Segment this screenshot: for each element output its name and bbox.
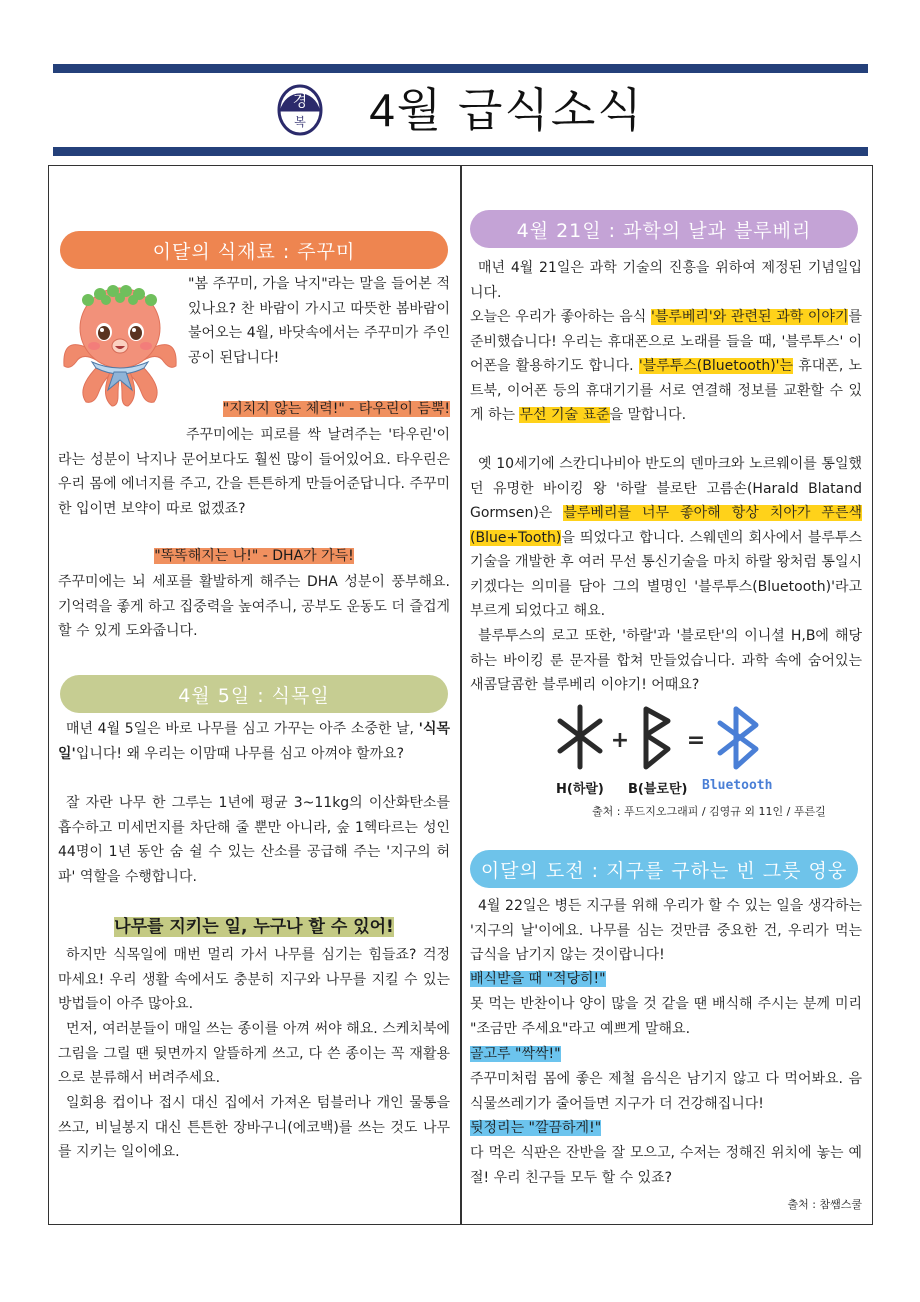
section-heading-arbor-day — [60, 675, 448, 713]
header-top-rule — [53, 64, 868, 73]
bluetooth-rune-figure — [550, 703, 790, 773]
arbor-paragraph-4: 먼저, 여러분들이 매일 쓰는 종이를 아껴 써야 해요. 스케치북에 그림을 그릴 땐 뒷면까지 알뜰하게 쓰고, 다 쓴 종이는 꼭 재활용으로 분류해서 버려주세요. — [58, 1021, 450, 1086]
arbor-subheading — [58, 916, 450, 938]
rune-b-icon — [646, 709, 668, 767]
highlight-text: 골고루 "싹싹!" — [470, 1046, 561, 1062]
highlight-text: 블루베리를 너무 좋아해 항상 치아가 푸른색 (Blue+Tooth) — [470, 505, 862, 546]
arbor-paragraph-5: 일회용 컵이나 접시 대신 집에서 가져온 텀블러나 개인 물통을 쓰고, 비닐봉지 대신 튼튼한 장바구니(에코백)를 쓰는 것도 나무를 지키는 일이에요. — [58, 1095, 450, 1160]
svg-text:=: = — [686, 728, 706, 753]
highlight-text: 나무를 지키는 일, 누구나 할 수 있어! — [114, 917, 394, 937]
ingredient-point2-body: 주꾸미에는 뇌 세포를 활발하게 해주는 DHA 성분이 풍부해요. 기억력을 좋게 하고 집중력을 높여주니, 공부도 운동도 더 즐겁게 할 수 있게 도와줍니다. — [58, 574, 450, 639]
highlight-text: '블루베리'와 관련된 과학 이야기 — [650, 309, 849, 325]
science-paragraph-4: 블루투스의 로고 또한, '하랄'과 '블로탄'의 이니셜 H,B에 해당하는 바이킹 룬 문자를 합쳐 만들었습니다. 과학 속에 숨어있는 새콤달콤한 블루베리 이야기! 어때요? — [470, 628, 862, 693]
challenge-tip-2-body: 주꾸미처럼 몸에 좋은 제철 음식은 남기지 않고 다 먹어봐요. 음식물쓰레기가 줄어들면 지구가 더 건강해집니다! — [470, 1071, 862, 1112]
octopus-mascot-image — [58, 278, 182, 408]
science-paragraph-2 — [470, 305, 862, 428]
bluetooth-logo-icon — [720, 709, 756, 767]
challenge-tip-3-title — [470, 1117, 862, 1139]
highlight-text: "똑똑해지는 나!" - DHA가 가득! — [154, 548, 354, 564]
challenge-intro: 4월 22일은 병든 지구를 위해 우리가 할 수 있는 일을 생각하는 '지구의 날'이에요. 나무를 심는 것만큼 중요한 건, 우리가 먹는 급식을 남기지 않는 것이랍니다! — [470, 898, 862, 963]
highlight-text: 무선 기술 표준 — [519, 407, 610, 423]
challenge-tip-3-body: 다 먹은 식판은 잔반을 잘 모으고, 수저는 정해진 위치에 놓는 예절! 우리 친구들 모두 할 수 있죠? — [470, 1145, 862, 1186]
text: 을 말합니다. — [609, 407, 687, 423]
section-heading-challenge — [470, 850, 858, 888]
challenge-source: 출처 : 참쌤스쿨 — [787, 1198, 862, 1211]
highlight-text: 뒷정리는 "깔끔하게!" — [470, 1120, 602, 1136]
text: 휴대폰, 노트북, 이어폰 등의 휴대기기를 서로 연결해 정보를 교환할 수 있게 하는 — [470, 358, 862, 423]
highlight-text: "지치지 않는 체력!" - 타우린이 듬뿍! — [222, 401, 450, 417]
svg-text:경: 경 — [292, 92, 308, 110]
text: 을 띄었다고 합니다. 스웨덴의 회사에서 블루투스 기술을 개발한 후 여러 무선 통신기술을 마치 하랄 왕처럼 통일시키겠다는 의미를 담아 그의 별명인 '블루투스(Bluetooth)'라고 부르게 되었다고 해요. — [470, 529, 862, 619]
arbor-paragraph-3: 하지만 식목일에 매번 멀리 가서 나무를 심기는 힘들죠? 걱정 마세요! 우리 생활 속에서도 충분히 지구와 나무를 지킬 수 있는 방법들이 아주 많아요. — [58, 947, 450, 1012]
ingredient-point1-title — [188, 398, 450, 420]
svg-text:복: 복 — [294, 115, 307, 129]
science-paragraph-1: 매년 4월 21일은 과학 기술의 진흥을 위하여 제정된 기념일입니다. — [470, 260, 862, 301]
ingredient-intro: "봄 주꾸미, 가을 낙지"라는 말을 들어본 적 있나요? 찬 바람이 가시고 따뜻한 봄바람이 불어오는 4월, 바닷속에서는 주꾸미가 주인공이 된답니다! — [188, 276, 450, 366]
rune-label-h: H(하랄) — [556, 782, 604, 797]
section-heading-text: 4월 5일 : 식목일 — [178, 684, 330, 707]
header — [53, 76, 868, 144]
text: 를 준비했습니다! 우리는 휴대폰으로 노래를 들을 때, '블루투스' 이어폰을 활용하기도 합니다. — [470, 309, 863, 374]
challenge-tip-1-title — [470, 968, 862, 990]
science-source: 출처 : 푸드지오그래피 / 김영규 외 11인 / 푸른길 — [592, 805, 826, 818]
highlight-text: '블루투스(Bluetooth)'는 — [638, 358, 794, 374]
svg-text:+: + — [610, 728, 630, 753]
text: 오늘은 우리가 좋아하는 음식 — [470, 309, 651, 325]
bold-text: '식목일' — [58, 721, 450, 762]
challenge-tip-2-title — [470, 1043, 862, 1065]
section-heading-text: 4월 21일 : 과학의 날과 블루베리 — [516, 219, 812, 242]
text: 옛 10세기에 스칸디나비아 반도의 덴마크와 노르웨이를 통일했던 유명한 바이킹 왕 '하랄 블로탄 고름손(Harald Blatand Gormsen)은 — [470, 456, 862, 521]
challenge-tip-1-body: 못 먹는 반찬이나 양이 많을 것 같을 땐 배식해 주시는 분께 미리 "조금만 주세요"라고 예쁘게 말해요. — [470, 996, 862, 1037]
arbor-paragraph-1 — [58, 717, 450, 766]
school-logo-icon — [277, 84, 323, 136]
rune-label-bluetooth: Bluetooth — [702, 778, 773, 793]
arbor-paragraph-2: 잘 자란 나무 한 그루는 1년에 평균 3~11kg의 이산화탄소를 흡수하고 미세먼지를 차단해 줄 뿐만 아니라, 숲 1헥타르는 성인 44명이 1년 동안 숨 쉴 수 있는 산소를 공급해 주는 '지구의 허파' 역할을 수행합니다. — [58, 795, 450, 885]
rune-label-b: B(블로탄) — [628, 782, 688, 797]
text: 입니다! 왜 우리는 이맘때 나무를 심고 아껴야 할까요? — [75, 745, 405, 762]
ingredient-point2-title — [58, 545, 450, 567]
column-divider — [460, 165, 462, 1225]
text: 매년 4월 5일은 바로 나무를 심고 가꾸는 아주 소중한 날, — [66, 721, 419, 737]
rune-h-icon — [560, 707, 600, 767]
header-bottom-rule — [53, 147, 868, 156]
ingredient-point1-body: 주꾸미에는 피로를 싹 날려주는 '타우린'이라는 성분이 낙지나 문어보다도 훨씬 많이 들어있어요. 타우린은 우리 몸에 에너지를 주고, 간을 튼튼하게 만들어준답니다. 주꾸미 한 입이면 보약이 따로 없겠죠? — [58, 427, 450, 517]
section-heading-text: 이달의 식재료 : 주꾸미 — [152, 240, 356, 263]
highlight-text: 배식받을 때 "적당히!" — [470, 971, 606, 987]
section-heading-science-day — [470, 210, 858, 248]
page-title: 4월 급식소식 — [369, 84, 644, 136]
section-heading-text: 이달의 도전 : 지구를 구하는 빈 그릇 영웅 — [480, 859, 848, 882]
science-paragraph-3 — [470, 452, 862, 624]
section-heading-ingredient — [60, 231, 448, 269]
